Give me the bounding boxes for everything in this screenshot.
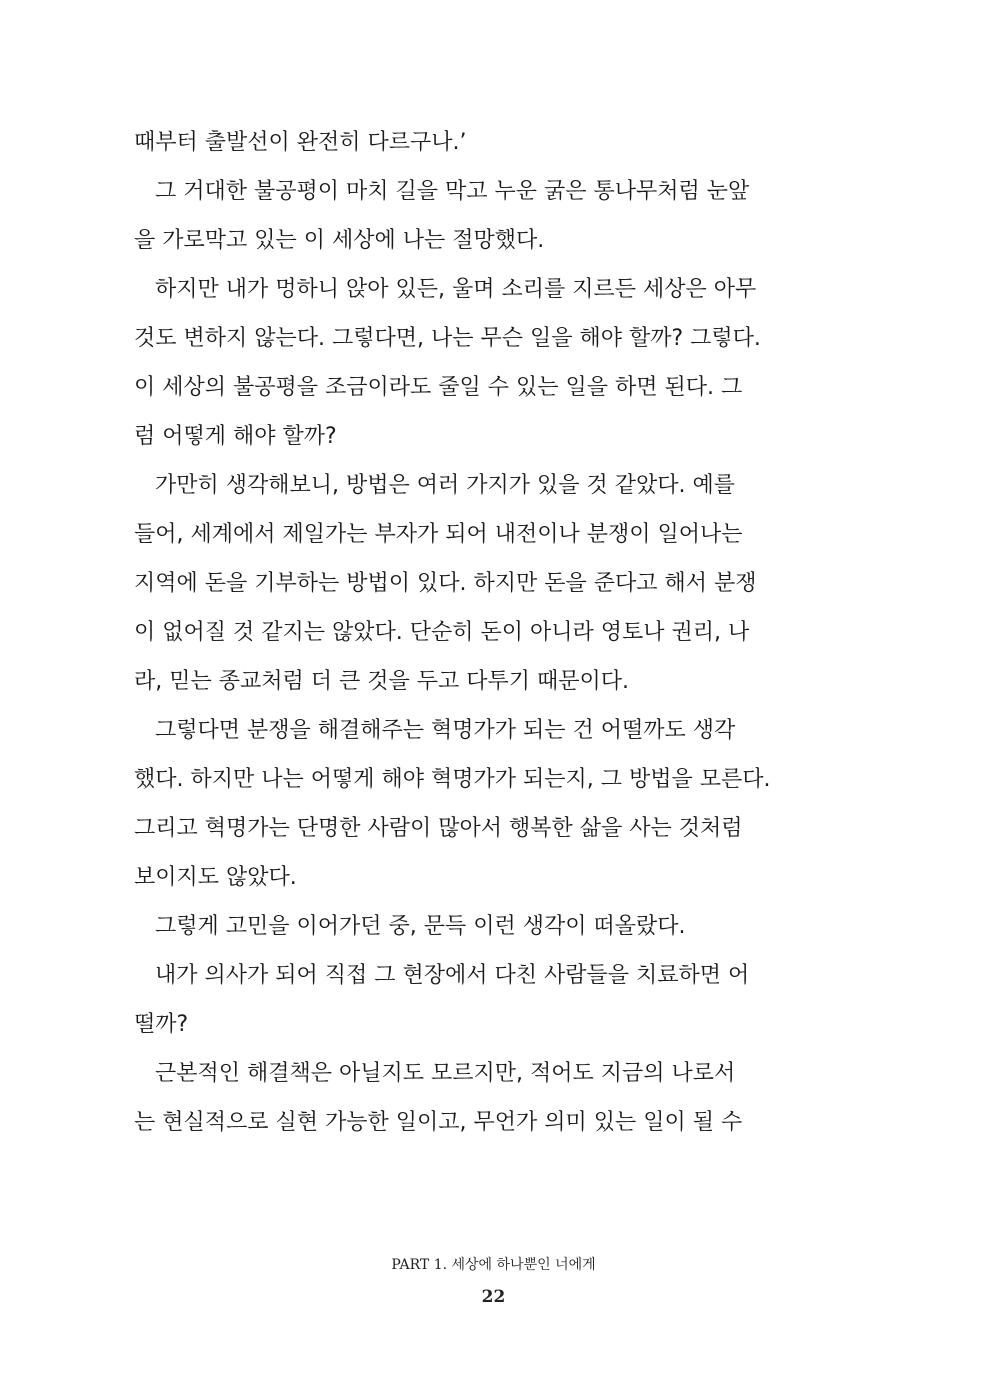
text-line: 가만히 생각해보니, 방법은 여러 가지가 있을 것 같았다. 예를 [155, 473, 735, 498]
text-line: 그 거대한 불공평이 마치 길을 막고 누운 굵은 통나무처럼 눈앞 [155, 179, 750, 204]
text-line: 지역에 돈을 기부하는 방법이 있다. 하지만 돈을 준다고 해서 분쟁 [134, 571, 757, 596]
body-text [134, 118, 774, 1147]
text-line: 근본적인 해결책은 아닐지도 모르지만, 적어도 지금의 나로서 [155, 1061, 736, 1086]
text-line: 는 현실적으로 실현 가능한 일이고, 무언가 의미 있는 일이 될 수 [134, 1110, 743, 1135]
text-line: 이 없어질 것 같지는 않았다. 단순히 돈이 아니라 영토나 권리, 나 [134, 620, 750, 645]
text-line: 그렇게 고민을 이어가던 중, 문득 이런 생각이 떠올랐다. [155, 914, 686, 939]
text-line: 했다. 하지만 나는 어떻게 해야 혁명가가 되는지, 그 방법을 모른다. [134, 767, 771, 792]
text-line: 떨까? [134, 1012, 189, 1037]
text-line: 럼 어떻게 해야 할까? [134, 424, 337, 449]
text-line: 보이지도 않았다. [134, 865, 297, 890]
text-line: 들어, 세계에서 제일가는 부자가 되어 내전이나 분쟁이 일어나는 [134, 522, 743, 547]
running-title: PART 1. 세상에 하나뿐인 너에게 [391, 1257, 596, 1273]
text-line: 그리고 혁명가는 단명한 사람이 많아서 행복한 삶을 사는 것처럼 [134, 816, 743, 841]
text-line: 라, 믿는 종교처럼 더 큰 것을 두고 다투기 때문이다. [134, 669, 629, 694]
text-line: 내가 의사가 되어 직접 그 현장에서 다친 사람들을 치료하면 어 [155, 963, 750, 988]
text-line: 이 세상의 불공평을 조금이라도 줄일 수 있는 일을 하면 된다. 그 [134, 375, 743, 400]
text-line: 하지만 내가 멍하니 앉아 있든, 울며 소리를 지르든 세상은 아무 [155, 277, 757, 302]
text-line: 것도 변하지 않는다. 그렇다면, 나는 무슨 일을 해야 할까? 그렇다. [134, 326, 761, 351]
page-number: 22 [481, 1287, 506, 1307]
text-line: 그렇다면 분쟁을 해결해주는 혁명가가 되는 건 어떨까도 생각 [155, 718, 736, 743]
text-line: 을 가로막고 있는 이 세상에 나는 절망했다. [134, 228, 545, 253]
text-line: 때부터 출발선이 완전히 다르구나.’ [134, 130, 467, 155]
